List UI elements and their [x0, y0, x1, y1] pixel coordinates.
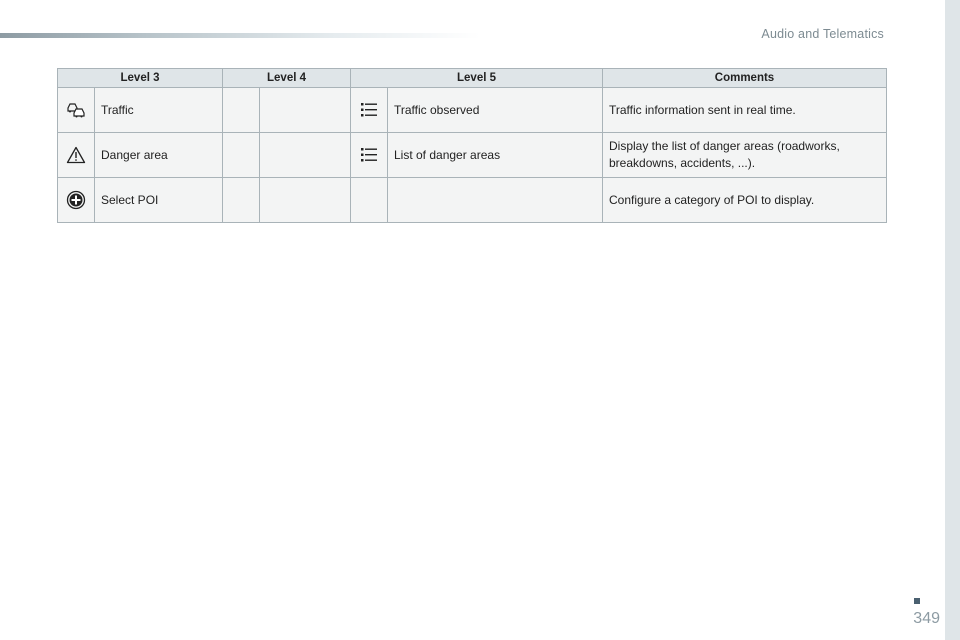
- column-header-level-4: Level 4: [223, 69, 351, 88]
- menu-table: [57, 68, 887, 223]
- level5-label: Traffic observed: [388, 88, 603, 133]
- level5-icon-cell: [351, 88, 388, 133]
- level5-label: [388, 178, 603, 223]
- level3-label: Select POI: [95, 178, 223, 223]
- column-header-level-3: Level 3: [58, 69, 223, 88]
- level3-icon-cell: [58, 88, 95, 133]
- table-row-select-poi: [58, 178, 887, 223]
- page-marker: [914, 598, 920, 604]
- level4-icon-cell: [223, 133, 260, 178]
- section-title: Audio and Telematics: [761, 27, 884, 41]
- list-icon: [351, 102, 387, 118]
- level4-label: [260, 133, 351, 178]
- table-header-row: [58, 69, 887, 88]
- warning-triangle-icon: [58, 146, 94, 164]
- table-row-traffic: [58, 88, 887, 133]
- level4-label: [260, 88, 351, 133]
- traffic-icon: [58, 101, 94, 119]
- page-edge-strip: [945, 0, 960, 640]
- level5-icon-cell: [351, 133, 388, 178]
- level3-icon-cell: [58, 178, 95, 223]
- comment: Display the list of danger areas (roadworks, breakdowns, accidents, ...).: [603, 133, 887, 178]
- level3-label: Traffic: [95, 88, 223, 133]
- level4-icon-cell: [223, 88, 260, 133]
- column-header-level-5: Level 5: [351, 69, 603, 88]
- level3-label: Danger area: [95, 133, 223, 178]
- table-row-danger-area: [58, 133, 887, 178]
- comment: Traffic information sent in real time.: [603, 88, 887, 133]
- column-header-comments: Comments: [603, 69, 887, 88]
- level5-icon-cell: [351, 178, 388, 223]
- level4-label: [260, 178, 351, 223]
- level5-label: List of danger areas: [388, 133, 603, 178]
- header-accent-bar: [0, 33, 480, 38]
- list-icon: [351, 147, 387, 163]
- level4-icon-cell: [223, 178, 260, 223]
- plus-circle-icon: [58, 190, 94, 210]
- comment: Configure a category of POI to display.: [603, 178, 887, 223]
- page-number: 349: [913, 610, 940, 627]
- level3-icon-cell: [58, 133, 95, 178]
